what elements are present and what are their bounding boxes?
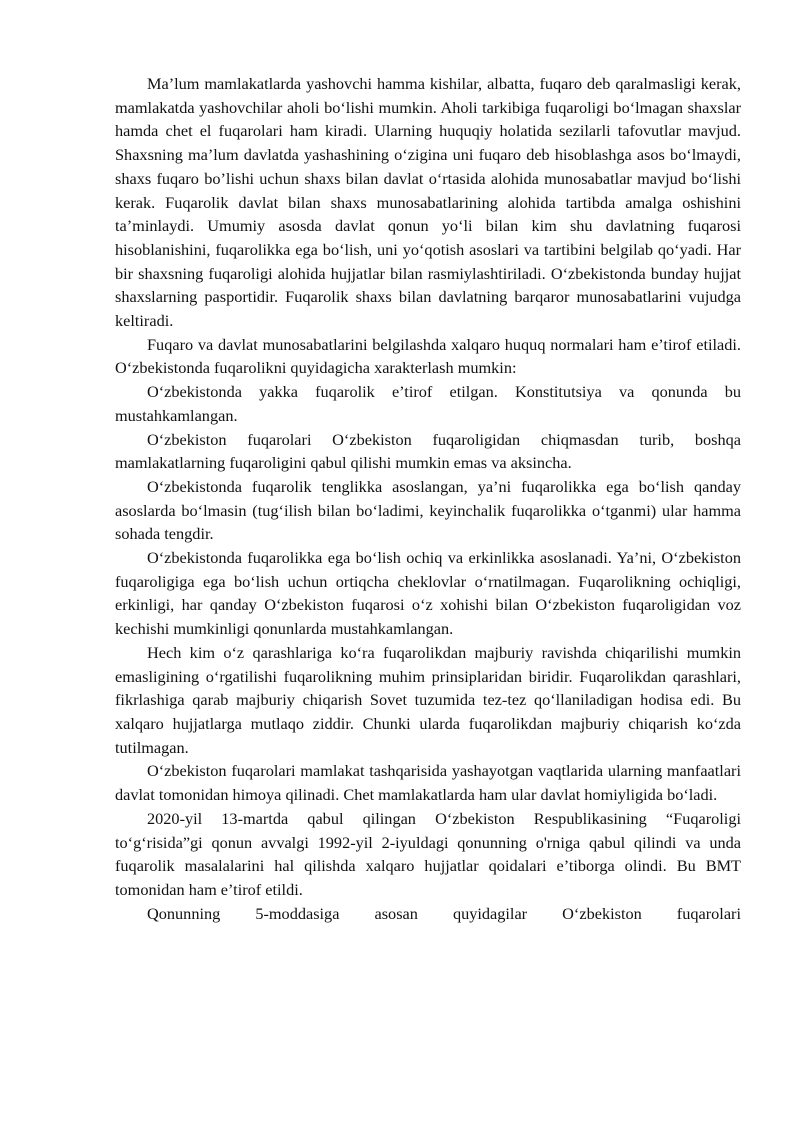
paragraph-8: O‘zbekiston fuqarolari mamlakat tashqarisida yashayotgan vaqtlarida ularning manfaatlari davlat tomonidan himoya qilinadi. Chet mamlakatlarda ham ular davlat homiyligida bo‘ladi. <box>115 761 741 805</box>
paragraph-6: O‘zbekistonda fuqarolikka ega bo‘lish ochiq va erkinlikka asoslanadi. Ya’ni, O‘zbekiston fuqaroligiga ega bo‘lish uchun ortiqcha cheklovlar o‘rnatilmagan. Fuqarolikning ochiqligi, erkinligi, har qanday O‘zbekiston fuqarosi o‘z xohishi bilan O‘zbekiston fuqaroligidan voz kechishi mumkinligi qonunlarda mustahkamlangan. <box>115 548 741 639</box>
paragraph-9: 2020-yil 13-martda qabul qilingan O‘zbekiston Respublikasining “Fuqaroligi to‘g‘risida”gi qonun avvalgi 1992-yil 2-iyuldagi qonunning o'rniga qabul qilindi va unda fuqarolik masalalarini hal qilishda xalqaro hujjatlar qoidalari e’tiborga olindi. Bu BMT tomonidan ham e’tirof etildi. <box>115 808 741 899</box>
paragraph-10: Qonunning 5-moddasiga asosan quyidagilar O‘zbekiston fuqarolari <box>147 903 741 923</box>
paragraph-5: O‘zbekistonda fuqarolik tenglikka asoslangan, ya’ni fuqarolikka ega bo‘lish qanday asoslarda bo‘lmasin (tug‘ilish bilan bo‘ladimi, keyinchalik fuqarolikka o‘tganmi) ular hamma sohada tengdir. <box>115 476 741 544</box>
paragraph-3: O‘zbekistonda yakka fuqarolik e’tirof etilgan. Konstitutsiya va qonunda bu mustahkamlangan. <box>115 382 741 425</box>
paragraph-4: O‘zbekiston fuqarolari O‘zbekiston fuqaroligidan chiqmasdan turib, boshqa mamlakatlarning fuqaroligini qabul qilishi mumkin emas va aksincha. <box>115 429 741 473</box>
paragraph-7: Hech kim o‘z qarashlariga ko‘ra fuqarolikdan majburiy ravishda chiqarilishi mumkin emasligining o‘rgatilishi fuqarolikning muhim prinsiplaridan biridir. Fuqarolikdan qarashlari, fikrlashiga qarab majburiy chiqarish Sovet tuzumida tez-tez qo‘llaniladigan hodisa edi. Bu xalqaro hujjatlarga mutlaqo ziddir. Chunki ularda fuqarolikdan majburiy chiqarish ko‘zda tutilmagan. <box>115 642 741 757</box>
document-page <box>115 72 741 925</box>
paragraph-1: Ma’lum mamlakatlarda yashovchi hamma kishilar, albatta, fuqaro deb qaralmasligi kerak, mamlakatda yashovchilar aholi bo‘lishi mumkin. Aholi tarkibiga fuqaroligi bo‘lmagan shaxslar hamda chet el fuqarolari ham kiradi. Ularning huquqiy holatida sezilarli tafovutlar mavjud. Shaxsning ma’lum davlatda yashashining o‘zigina uni fuqaro deb hisoblashga asos bo‘lmaydi, shaxs fuqaro bo’lishi uchun shaxs bilan davlat o‘rtasida alohida munosabatlar mavjud bo‘lishi kerak. Fuqarolik davlat bilan shaxs munosabatlarining alohida tartibda amalga oshishini ta’minlaydi. Umumiy asosda davlat qonun yo‘li bilan kim shu davlatning fuqarosi hisoblanishini, fuqarolikka ega bo‘lish, uni yo‘qotish asoslari va tartibini belgilab qo‘yadi. Har bir shaxsning fuqaroligi alohida hujjatlar bilan rasmiylashtiriladi. O‘zbekistonda bunday hujjat shaxslarning pasportidir. Fuqarolik shaxs bilan davlatning barqaror munosabatlarini vujudga keltiradi. <box>115 74 741 331</box>
paragraph-2: Fuqaro va davlat munosabatlarini belgilashda xalqaro huquq normalari ham e’tirof etiladi. O‘zbekistonda fuqarolikni quyidagicha xarakterlash mumkin: <box>115 334 741 378</box>
